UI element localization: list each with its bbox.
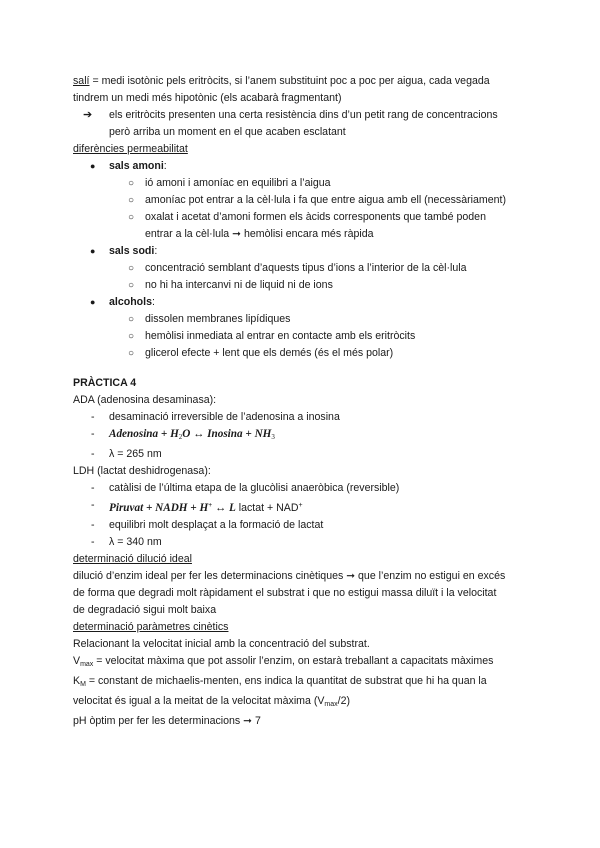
circle-bullet-icon: ○ xyxy=(128,331,135,342)
bullet-sodi xyxy=(73,243,533,260)
circle-bullet-icon: ○ xyxy=(128,280,135,291)
ldh-item-text: equilibri molt desplaçat a la formació de lactat xyxy=(109,519,324,531)
ldh-eq-part: ↔ L xyxy=(212,502,236,514)
sali-term: salí xyxy=(73,75,90,87)
ada-lambda-text: λ = 265 nm xyxy=(109,448,162,460)
dash-marker: - xyxy=(91,411,95,423)
circle-bullet-icon: ○ xyxy=(128,212,135,223)
amoni-item xyxy=(73,175,533,192)
ada-item-text: desaminació irreversible de l’adenosina a inosina xyxy=(109,411,340,423)
sali-line1: = medi isotònic pels eritròcits, si l’anem substituint poc a poc per aigua, cada vegada xyxy=(89,75,490,87)
cinetics-line: Relacionant la velocitat inicial amb la concentració del substrat. xyxy=(73,638,370,650)
km-symbol: K xyxy=(73,675,81,687)
ada-eq-subscript: 2 xyxy=(178,433,183,441)
sali-arrow-line2: però arriba un moment en el que acaben esclatant xyxy=(109,126,346,138)
amoni-item-continuation xyxy=(73,226,533,243)
permeabilitat-heading: diferències permeabilitat xyxy=(73,143,188,155)
amoni-item-text: ió amoni i amoníac en equilibri a l’aigua xyxy=(145,177,331,189)
amoni-item xyxy=(73,209,533,226)
ada-lambda xyxy=(73,446,533,463)
alcohols-item xyxy=(73,328,533,345)
circle-bullet-icon: ○ xyxy=(128,263,135,274)
arrow-icon: ➔ xyxy=(83,109,93,121)
vmax-subscript: max xyxy=(80,661,94,668)
dash-marker: - xyxy=(91,448,95,460)
ldh-lambda xyxy=(73,534,533,551)
sali-arrow-item xyxy=(73,107,533,141)
alcohols-item-text: glicerol efecte + lent que els demés (és el més polar) xyxy=(145,347,394,359)
km-subscript: M xyxy=(80,681,86,688)
amoni-item-text: oxalat i acetat d’amoni formen els àcids corresponents que també poden xyxy=(145,211,486,223)
circle-bullet-icon: ○ xyxy=(128,314,135,325)
cinetics-heading: determinació paràmetres cinètics xyxy=(73,621,229,633)
alcohols-colon: : xyxy=(151,296,155,308)
ada-equation xyxy=(73,426,533,446)
alcohols-item-text: hemòlisi inmediata al entrar en contacte amb els eritròcits xyxy=(145,330,416,342)
sodi-item xyxy=(73,277,533,294)
amoni-label: sals amoni xyxy=(109,160,164,172)
amoni-colon: : xyxy=(163,160,167,172)
alcohols-label: alcohols xyxy=(109,296,152,308)
sodi-item-text: no hi ha intercanvi ni de liquid ni de ions xyxy=(145,279,333,291)
ldh-item xyxy=(73,517,533,534)
document-content xyxy=(73,73,533,730)
dash-marker: - xyxy=(91,482,95,494)
km-line2-text: velocitat és igual a la meitat de la velocitat màxima (V xyxy=(73,695,325,707)
dilucio-line: de degradació sigui molt baixa xyxy=(73,604,217,616)
dash-marker: - xyxy=(91,519,95,531)
ldh-eq-superscript: + xyxy=(208,501,213,509)
ph-line: pH òptim per fer les determinacions ➞ 7 xyxy=(73,715,261,727)
bullet-icon: ● xyxy=(90,297,96,307)
km-line2-text: /2) xyxy=(337,695,351,707)
dash-marker: - xyxy=(91,499,95,511)
dash-marker: - xyxy=(91,428,95,440)
dash-marker: - xyxy=(91,536,95,548)
sodi-label: sals sodi xyxy=(109,245,155,257)
sodi-item xyxy=(73,260,533,277)
km-definition xyxy=(73,673,533,693)
amoni-item xyxy=(73,192,533,209)
ldh-eq-plain: lactat + NAD xyxy=(235,502,299,514)
ldh-title: LDH (lactat deshidrogenasa): xyxy=(73,465,211,477)
circle-bullet-icon: ○ xyxy=(128,195,135,206)
ldh-equation xyxy=(73,497,533,517)
ldh-item xyxy=(73,480,533,497)
bullet-amoni xyxy=(73,158,533,175)
sodi-colon: : xyxy=(154,245,158,257)
sali-arrow-line1: els eritròcits presenten una certa resistència dins d’un petit rang de concentracions xyxy=(109,109,498,121)
vmax-symbol: V xyxy=(73,655,81,667)
alcohols-item xyxy=(73,311,533,328)
ldh-item-text: catàlisi de l’última etapa de la glucòlisi anaeròbica (reversible) xyxy=(109,482,400,494)
sali-paragraph xyxy=(73,73,533,90)
alcohols-item-text: dissolen membranes lipídiques xyxy=(145,313,291,325)
vmax-definition xyxy=(73,653,533,673)
ldh-lambda-text: λ = 340 nm xyxy=(109,536,162,548)
dilucio-line: dilució d’enzim ideal per fer les determinacions cinètiques ➞ que l’enzim no estigui en excés xyxy=(73,570,506,582)
ldh-eq-part: Piruvat + NADH + H xyxy=(109,502,209,514)
circle-bullet-icon: ○ xyxy=(128,178,135,189)
vmax-text: = velocitat màxima que pot assolir l’enzim, on estarà treballant a capacitats màximes xyxy=(93,655,494,667)
ada-eq-part: Adenosina + H xyxy=(109,428,179,440)
dilucio-heading: determinació dilució ideal xyxy=(73,553,192,565)
sali-line2: tindrem un medi més hipotònic (els acabarà fragmentant) xyxy=(73,92,342,104)
km-text: = constant de michaelis-menten, ens indica la quantitat de substrat que hi ha quan la xyxy=(85,675,487,687)
ldh-eq-superscript: + xyxy=(298,502,303,509)
sodi-item-text: concentració semblant d’aquests tipus d’ions a l’interior de la cèl·lula xyxy=(145,262,467,274)
km-line2-subscript: max xyxy=(324,701,338,708)
amoni-item-text: entrar a la cèl·lula ➞ hemòlisi encara més ràpida xyxy=(145,228,374,240)
amoni-item-text: amoníac pot entrar a la cèl·lula i fa que entre aigua amb ell (necessàriament) xyxy=(145,194,506,206)
ldh-equation-text xyxy=(109,502,236,514)
ada-eq-part: O ↔ Inosina + NH xyxy=(182,428,272,440)
ada-equation-text xyxy=(109,428,275,440)
dilucio-line: de forma que degradi molt ràpidament el substrat i que no estigui massa diluït i la velocitat xyxy=(73,587,497,599)
km-definition-line2 xyxy=(73,693,533,713)
circle-bullet-icon: ○ xyxy=(128,348,135,359)
bullet-alcohols xyxy=(73,294,533,311)
ada-eq-subscript: 3 xyxy=(271,433,275,441)
bullet-icon: ● xyxy=(90,161,96,171)
ada-item xyxy=(73,409,533,426)
practica-title: PRÀCTICA 4 xyxy=(73,377,137,389)
bullet-icon: ● xyxy=(90,246,96,256)
ada-title: ADA (adenosina desaminasa): xyxy=(73,394,217,406)
alcohols-item xyxy=(73,345,533,362)
